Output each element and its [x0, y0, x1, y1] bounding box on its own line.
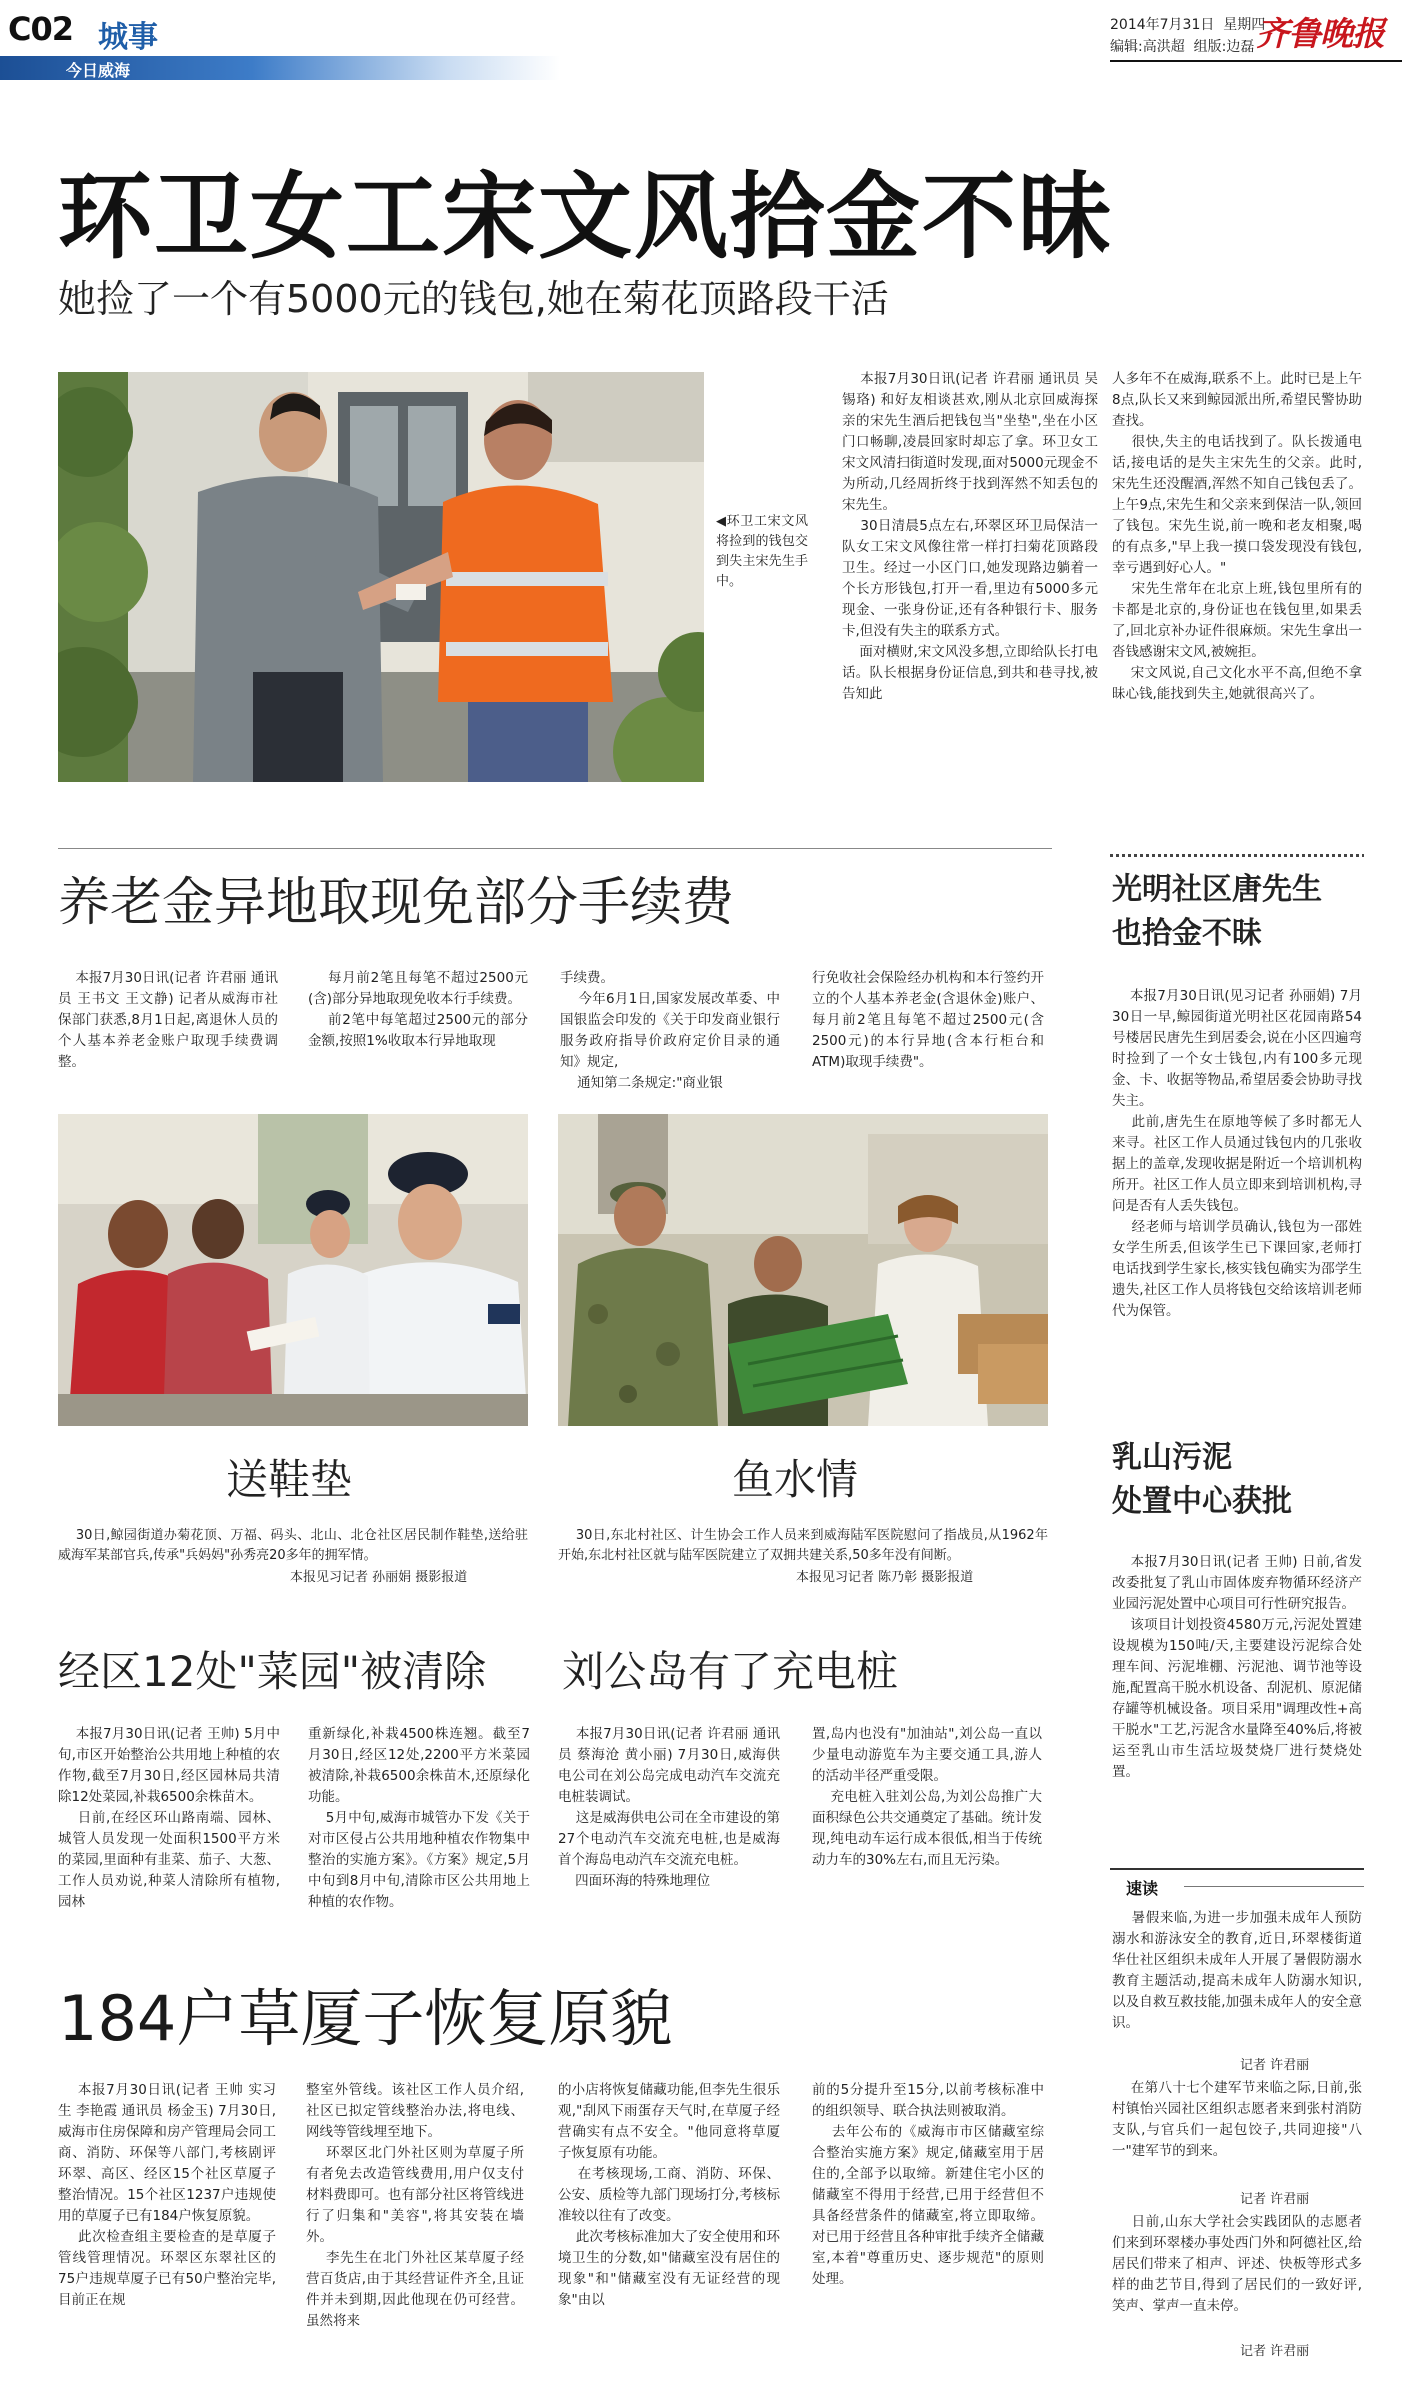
- brief-item-3-text: 日前,山东大学社会实践团队的志愿者们来到环翠楼办事处西门外和阿德社区,给居民们带来了相声、评述、快板等形式多样的曲艺节目,得到了居民们的一致好评,笑声、掌声一直未停。: [1112, 2214, 1362, 2314]
- fish-water-photo-illustration: [558, 1114, 1048, 1426]
- pension-column-2: 每月前2笔且每笔不超过2500元(含)部分异地取现免收本行手续费。 前2笔中每笔超过2500元的部分金额,按照1%收取本行异地取现: [308, 970, 528, 1049]
- garden-column-2: 重新绿化,补栽4500株连翘。截至7月30日,经区12处,2200平方米菜园被清除,补栽6500余株苗木,还原绿化功能。 5月中旬,威海市城管办下发《关于对市区侵占公共用地种植农作物集中整治的实施方案》。《方案》规定,5月中旬到8月中旬,清除市区公共用地上种植的农作物。: [308, 1726, 530, 1910]
- garden-column-1: 本报7月30日讯(记者 王帅) 5月中旬,市区开始整治公共用地上种植的农作物,截至7月30日,经区园林局共清除12处菜园,补栽6500余株苗木。 日前,在经区环山路南端、园林、城管人员发现一处面积1500平方米的菜园,里面种有韭菜、茄子、大葱、工作人员劝说,种菜人清除所有植物,园林: [58, 1726, 280, 1910]
- lead-column-1: 本报7月30日讯(记者 许君丽 通讯员 吴锡珞) 和好友相谈甚欢,刚从北京回威海探亲的宋先生酒后把钱包当"坐垫",坐在小区门口畅聊,凌晨回家时却忘了拿。环卫女工宋文风清扫街道时发现,面对5000元现金不为所动,几经周折终于找到浑然不知丢包的宋先生。 30日清晨5点左右,环翠区环卫局保洁一队女工宋文风像往常一样打扫菊花顶路段卫生。经过一小区门口,她发现路边躺着一个长方形钱包,打开一看,里边有5000多元现金、一张身份证,还有各种银行卡、服务卡,但没有失主的联系方式。 面对横财,宋文风没多想,立即给队长打电话。队长根据身份证信息,到共和巷寻找,被告知此: [842, 371, 1098, 702]
- tang-headline-line1: 光明社区唐先生: [1112, 872, 1322, 907]
- shack-headline: 184户草厦子恢复原貌: [58, 1982, 673, 2055]
- shack-column-3: 的小店将恢复储藏功能,但李先生很乐观,"刮风下雨蛋存天气时,在草厦子经营确实有点不安全。"他同意将草厦子恢复原有功能。 在考核现场,工商、消防、环保、公安、质检等九部门现场打分,考核标准较以往有了改变。 此次考核标准加大了安全使用和环境卫生的分数,如"储藏室没有居住的现象"和"储藏室没有无证经营的现象"由以: [558, 2082, 780, 2308]
- lead-photo-illustration: [58, 372, 704, 782]
- lead-headline: 环卫女工宋文风拾金不昧: [58, 162, 1115, 272]
- shack-column-2: 整室外管线。该社区工作人员介绍,社区已拟定管线整治办法,将电线、网线等管线埋至地下。 环翠区北门外社区则为草厦子所有者免去改造管线费用,用户仅支付材料费即可。也有部分社区将管线进行了归集和"美容",将其安装在墙外。 李先生在北门外社区某草厦子经营百货店,由于其经营证件齐全,且证件并未到期,因此他现在仍可经营。虽然将来: [306, 2082, 524, 2329]
- section-name: 城事: [98, 20, 158, 55]
- lead-photo-caption: ◀环卫工宋文风将捡到的钱包交到失主宋先生手中。: [716, 514, 808, 589]
- shack-column-4: 前的5分提升至15分,以前考核标准中的组织领导、联合执法则被取消。 去年公布的《威海市市区储藏室综合整治实施方案》规定,储藏室用于居住的,全部予以取缔。新建住宅小区的储藏室不得用于经营,已用于经营但不具备经营条件的储藏室,将立即取缔。对已用于经营且各种审批手续齐全储藏室,本着"尊重历史、逐步规范"的原则处理。: [812, 2082, 1044, 2287]
- insoles-caption: 30日,鲸园街道办菊花顶、万福、码头、北山、北仓社区居民制作鞋垫,送给驻威海军某部官兵,传承"兵妈妈"孙秀亮20多年的拥军情。: [58, 1528, 529, 1563]
- tang-body: 本报7月30日讯(见习记者 孙丽娟) 7月30日一早,鲸园街道光明社区花园南路54号楼居民唐先生到居委会,说在小区四遍弯时捡到了一个女士钱包,内有100多元现金、卡、收据等物品,希望居委会协助寻找失主。 此前,唐先生在原地等候了多时都无人来寻。社区工作人员通过钱包内的几张收据上的盖章,发现收据是附近一个培训机构所开。社区工作人员立即来到培训机构,寻问是否有人丢失钱包。 经老师与培训学员确认,钱包为一邵姓女学生所丢,但该学生已下课回家,老师打电话找到学生家长,核实钱包确实为邵学生遗失,社区工作人员将钱包交给该培训老师代为保管。: [1112, 988, 1362, 1319]
- pension-column-3: 手续费。 今年6月1日,国家发展改革委、中国银监会印发的《关于印发商业银行服务政府指导价政府定价目录的通知》规定, 通知第二条规定:"商业银: [560, 970, 780, 1091]
- pension-column-4: 行免收社会保险经办机构和本行签约开立的个人基本养老金(含退休金)账户、每月前2笔且每笔不超过2500元(含2500元)的本行异地(含本行柜台和ATM)取现手续费"。: [812, 970, 1044, 1070]
- brief-item-2-credit: 记者 许君丽: [1240, 2192, 1310, 2207]
- pension-column-1: 本报7月30日讯(记者 许君丽 通讯员 王书文 王文静) 记者从威海市社保部门获悉,8月1日起,离退休人员的个人基本养老金账户取现手续费调整。: [58, 970, 278, 1070]
- brief-item-2-text: 在第八十七个建军节来临之际,日前,张村镇怡兴园社区组织志愿者来到张村消防支队,与官兵们一起包饺子,共同迎接"八一"建军节的到来。: [1112, 2080, 1362, 2159]
- fish-water-caption: 30日,东北村社区、计生协会工作人员来到威海陆军医院慰问了指战员,从1962年开始,东北村社区就与陆军医院建立了双拥共建关系,50多年没有间断。: [558, 1528, 1048, 1563]
- charging-column-1: 本报7月30日讯(记者 许君丽 通讯员 蔡海沧 黄小丽) 7月30日,威海供电公司在刘公岛完成电动汽车交流充电桩装调试。 这是威海供电公司在全市建设的第27个电动汽车交流充电桩,也是威海首个海岛电动汽车交流充电桩。 四面环海的特殊地理位: [558, 1726, 780, 1889]
- brief-item-3-credit: 记者 许君丽: [1240, 2344, 1310, 2359]
- divider-pension: [58, 848, 1052, 849]
- rushan-headline-line2: 处置中心获批: [1112, 1484, 1292, 1519]
- rushan-headline-line1: 乳山污泥: [1112, 1440, 1232, 1475]
- masthead-logo: 齐鲁晚报: [1256, 14, 1384, 53]
- insoles-photo-illustration: [58, 1114, 528, 1426]
- brief-label: 速读: [1126, 1879, 1159, 1898]
- brief-box: [1110, 1866, 1364, 2376]
- brief-item-1-credit: 记者 许君丽: [1240, 2058, 1310, 2073]
- lead-photo: [58, 372, 704, 782]
- fish-water-photo: [558, 1114, 1048, 1426]
- page-code: C02: [8, 10, 74, 48]
- charging-column-2: 置,岛内也没有"加油站",刘公岛一直以少量电动游览车为主要交通工具,游人的活动半径严重受限。 充电桩入驻刘公岛,为刘公岛推广大面积绿色公共交通奠定了基础。统计发现,纯电动车运行成本很低,相当于传统动力车的30%左右,而且无污染。: [812, 1726, 1042, 1868]
- shack-column-1: 本报7月30日讯(记者 王帅 实习生 李艳霞 通讯员 杨金玉) 7月30日,威海市住房保障和房产管理局会同工商、消防、环保等八部门,考核剧评环翠、高区、经区15个社区草厦子整治情况。15个社区1237户违规使用的草厦子已有184户恢复原貌。 此次检查组主要检查的是草厦子管线管理情况。环翠区东翠社区的75户违规草厦子已有50户整治完毕,目前正在规: [58, 2082, 276, 2308]
- rushan-body: 本报7月30日讯(记者 王帅) 日前,省发改委批复了乳山市固体废弃物循环经济产业园污泥处置中心项目可行性研究报告。 该项目计划投资4580万元,污泥处置建设规模为150吨/天,主要建设污泥综合处理车间、污泥堆棚、污泥池、调节池等设施,配置高干脱水机设备、刮泥机、原泥储存罐等机械设备。项目采用"调理改性+高干脱水"工艺,污泥含水量降至40%后,将被运至乳山市生活垃圾焚烧厂进行焚烧处置。: [1112, 1554, 1362, 1780]
- insoles-credit: 本报见习记者 孙丽娟 摄影报道: [290, 1570, 468, 1585]
- lead-column-2: 人多年不在威海,联系不上。此时已是上午8点,队长又来到鲸园派出所,希望民警协助查找。 很快,失主的电话找到了。队长拨通电话,接电话的是失主宋先生的父亲。此时,宋先生还没醒酒,浑然不知自己钱包丢了。上午9点,宋先生和父亲来到保洁一队,领回了钱包。宋先生说,前一晚和老友相聚,喝的有点多,"早上我一摸口袋发现没有钱包,幸亏遇到好心人。" 宋先生常年在北京上班,钱包里所有的卡都是北京的,身份证也在钱包里,如果丢了,回北京补办证件很麻烦。宋先生拿出一沓钱感谢宋文风,被婉拒。 宋文风说,自己文化水平不高,但绝不拿昧心钱,能找到失主,她就很高兴了。: [1112, 371, 1362, 702]
- pension-headline: 养老金异地取现免部分手续费: [58, 873, 735, 933]
- header-rule: [1110, 60, 1402, 62]
- subsection-name: 今日威海: [66, 61, 131, 80]
- page-header: [0, 0, 1409, 80]
- charging-headline: 刘公岛有了充电桩: [562, 1647, 899, 1696]
- fish-water-title: 鱼水情: [732, 1455, 859, 1504]
- editors: 编辑:高洪超 组版:边磊: [1110, 39, 1255, 55]
- right-column-rule: [1110, 854, 1364, 857]
- brief-label-rule: [1184, 1886, 1364, 1887]
- insoles-title: 送鞋垫: [226, 1455, 353, 1504]
- brief-item-1-text: 暑假来临,为进一步加强未成年人预防溺水和游泳安全的教育,近日,环翠楼街道华仕社区组织未成年人开展了暑假防溺水教育主题活动,提高未成年人防溺水知识,以及自救互救技能,加强未成年人的安全意识。: [1112, 1910, 1362, 2031]
- brief-top-rule: [1110, 1868, 1364, 1870]
- garden-headline: 经区12处"菜园"被清除: [58, 1647, 487, 1696]
- fish-water-credit: 本报见习记者 陈乃彰 摄影报道: [796, 1570, 974, 1585]
- lead-subheadline: 她捡了一个有5000元的钱包,她在菊花顶路段干活: [58, 277, 889, 321]
- insoles-photo: [58, 1114, 528, 1426]
- tang-headline-line2: 也拾金不昧: [1112, 916, 1262, 951]
- issue-date: 2014年7月31日 星期四: [1110, 17, 1266, 33]
